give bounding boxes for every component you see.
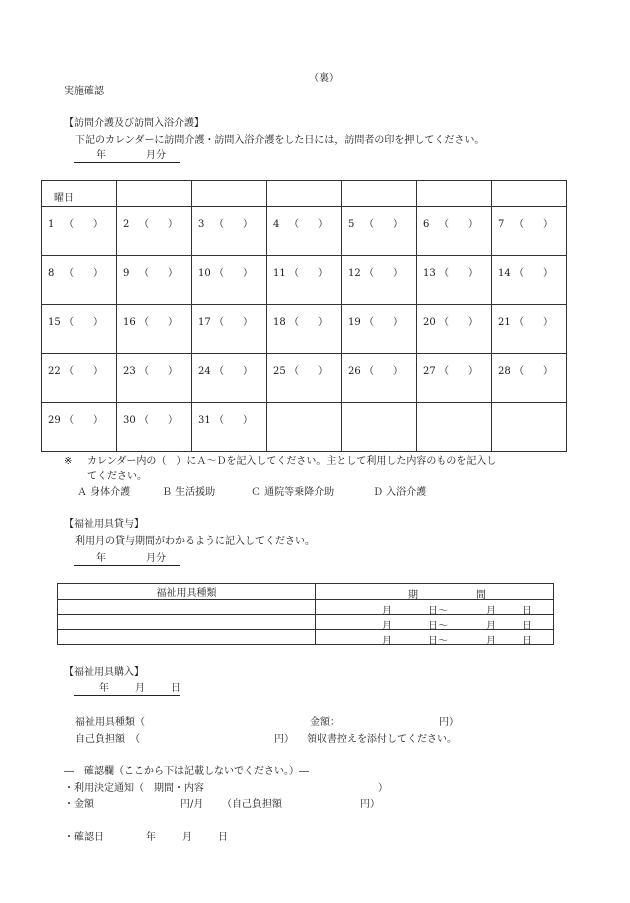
- purchase-receipt-note: 領収書控えを添付してください。: [307, 734, 457, 745]
- confirm-date-year: 年: [146, 832, 156, 843]
- paren-close: ）: [393, 268, 403, 279]
- note-option-a: Ａ 身体介護: [77, 487, 131, 498]
- paren-close: ）: [393, 219, 403, 230]
- calendar-day-number: 23: [123, 366, 136, 377]
- calendar-day-number: 26: [348, 366, 361, 377]
- paren-close: ）: [243, 415, 253, 426]
- day-label: 日: [171, 683, 181, 694]
- calendar-day-label: [273, 362, 328, 377]
- paren-close: ）: [93, 415, 103, 426]
- paren-open: （: [214, 219, 224, 230]
- paren-open: （: [64, 317, 74, 328]
- calendar-day-number: 21: [498, 317, 511, 328]
- paren-open: （: [364, 268, 374, 279]
- calendar-day-cell[interactable]: [117, 403, 192, 452]
- calendar-day-cell[interactable]: [417, 256, 492, 305]
- note-mark: ※: [64, 456, 73, 467]
- paren-open: （: [514, 268, 524, 279]
- period-month2-label: 月: [486, 621, 496, 632]
- page-side-label: （裏）: [309, 73, 339, 84]
- rental-period-cell[interactable]: [316, 600, 554, 615]
- calendar-day-label: [123, 411, 178, 426]
- calendar-day-number: 20: [423, 317, 436, 328]
- rental-table: [57, 583, 554, 645]
- visit-care-heading: 【訪問介護及び訪問入浴介護】: [64, 118, 204, 129]
- calendar-day-cell[interactable]: [42, 403, 117, 452]
- paren-open: （: [364, 219, 374, 230]
- calendar-day-cell[interactable]: [342, 256, 417, 305]
- calendar-empty-cell: [492, 403, 567, 452]
- calendar-day-number: 12: [348, 268, 361, 279]
- calendar-day-cell[interactable]: [117, 256, 192, 305]
- calendar-day-number: 9: [123, 268, 130, 279]
- calendar-day-label: [423, 313, 478, 328]
- calendar-day-label: [348, 215, 403, 230]
- calendar-day-cell[interactable]: [417, 354, 492, 403]
- paren-open: （: [514, 366, 524, 377]
- note-option-b: Ｂ 生活援助: [162, 487, 216, 498]
- confirm-date-month: 月: [182, 832, 192, 843]
- calendar-day-number: 4: [273, 219, 280, 230]
- calendar-day-label: [198, 411, 253, 426]
- year-label: 年: [96, 553, 106, 564]
- paren-open: （: [64, 366, 74, 377]
- weekday-header-cell: [42, 181, 117, 207]
- calendar-day-cell[interactable]: [117, 305, 192, 354]
- calendar-day-cell[interactable]: [267, 305, 342, 354]
- paren-close: ）: [393, 317, 403, 328]
- calendar-day-number: 2: [123, 219, 130, 230]
- paren-open: （: [364, 366, 374, 377]
- period-day-from-label: 日～: [428, 606, 448, 617]
- calendar-day-label: [273, 264, 328, 279]
- period-month2-label: 月: [486, 636, 496, 647]
- calendar-day-number: 25: [273, 366, 286, 377]
- period-header-1: 期: [408, 590, 418, 601]
- period-month-label: 月: [382, 621, 392, 632]
- calendar-day-cell[interactable]: [492, 354, 567, 403]
- confirm-notice-label: ・利用決定通知（ 期間・内容: [64, 783, 204, 794]
- calendar-day-number: 8: [48, 268, 55, 279]
- calendar-day-number: 15: [48, 317, 61, 328]
- calendar-day-cell[interactable]: [192, 403, 267, 452]
- period-day-from-label: 日～: [428, 621, 448, 632]
- paren-open: （: [439, 317, 449, 328]
- paren-open: （: [214, 415, 224, 426]
- period-month-label: 月: [382, 636, 392, 647]
- calendar-day-label: [423, 362, 478, 377]
- year-label: 年: [96, 150, 106, 161]
- calendar-day-number: 19: [348, 317, 361, 328]
- confirm-amount-unit: 円/月: [180, 799, 204, 810]
- paren-open: （: [139, 415, 149, 426]
- calendar-day-cell[interactable]: [42, 207, 117, 256]
- calendar-day-label: [498, 313, 553, 328]
- paren-open: （: [64, 219, 74, 230]
- calendar-day-label: [48, 411, 103, 426]
- calendar-day-cell[interactable]: [417, 207, 492, 256]
- calendar-day-label: [123, 313, 178, 328]
- paren-open: （: [514, 317, 524, 328]
- paren-close: ）: [543, 268, 553, 279]
- paren-close: ）: [168, 366, 178, 377]
- calendar-row: [42, 354, 567, 403]
- calendar-day-label: [198, 313, 253, 328]
- paren-open: （: [214, 317, 224, 328]
- calendar-day-cell[interactable]: [117, 207, 192, 256]
- paren-close: ）: [468, 219, 478, 230]
- paren-close: ）: [543, 317, 553, 328]
- calendar-day-cell[interactable]: [192, 354, 267, 403]
- calendar-day-label: [348, 362, 403, 377]
- calendar-day-cell[interactable]: [192, 305, 267, 354]
- paren-close: ）: [93, 219, 103, 230]
- calendar-day-cell[interactable]: [417, 305, 492, 354]
- paren-close: ）: [468, 366, 478, 377]
- calendar-day-number: 6: [423, 219, 430, 230]
- calendar-day-cell[interactable]: [192, 207, 267, 256]
- paren-open: （: [439, 219, 449, 230]
- calendar-day-number: 22: [48, 366, 61, 377]
- period-day-to-label: 日: [522, 636, 532, 647]
- paren-close: ）: [318, 317, 328, 328]
- calendar-day-label: [423, 264, 478, 279]
- calendar-day-number: 16: [123, 317, 136, 328]
- paren-open: （: [214, 366, 224, 377]
- calendar-day-cell[interactable]: [342, 207, 417, 256]
- calendar-day-label: [348, 264, 403, 279]
- visit-care-date-line[interactable]: [74, 151, 180, 163]
- weekday-cell[interactable]: [192, 181, 267, 207]
- paren-close: ）: [318, 219, 328, 230]
- paren-close: ）: [243, 317, 253, 328]
- month-label: 月分: [146, 150, 166, 161]
- calendar-day-cell[interactable]: [492, 256, 567, 305]
- note-option-c: Ｃ 通院等乗降介助: [251, 487, 335, 498]
- calendar-day-label: [48, 264, 103, 279]
- calendar-day-cell[interactable]: [267, 207, 342, 256]
- period-day-to-label: 日: [522, 606, 532, 617]
- paren-open: （: [439, 366, 449, 377]
- calendar-day-label: [498, 215, 553, 230]
- paren-close: ）: [168, 415, 178, 426]
- rental-date-line[interactable]: [74, 554, 180, 566]
- calendar-day-number: 7: [498, 219, 505, 230]
- calendar-empty-cell: [267, 403, 342, 452]
- calendar-day-number: 11: [273, 268, 286, 279]
- confirm-notice-close: ）: [378, 783, 388, 794]
- calendar-day-cell[interactable]: [192, 256, 267, 305]
- note-line-1: カレンダー内の（ ）にＡ～Ｄを記入してください。主として利用した内容のものを記入し: [87, 456, 497, 467]
- confirm-heading: ― 確認欄（ここから下は記載しないでください。）―: [64, 766, 309, 777]
- month-label: 月分: [146, 553, 166, 564]
- visit-care-instruction: 下記のカレンダーに訪問介護・訪問入浴介護をした日には，訪問者の印を押してください。: [75, 135, 485, 146]
- paren-open: （: [289, 366, 299, 377]
- purchase-amount-unit: 円）: [439, 717, 459, 728]
- calendar-day-number: 24: [198, 366, 211, 377]
- paren-close: ）: [243, 366, 253, 377]
- rental-instruction: 利用月の貸与期間がわかるように記入してください。: [75, 536, 315, 547]
- period-day-from-label: 日～: [428, 636, 448, 647]
- paren-close: ）: [93, 317, 103, 328]
- year-label: 年: [99, 683, 109, 694]
- paren-close: ）: [168, 219, 178, 230]
- period-month2-label: 月: [486, 606, 496, 617]
- rental-row: [58, 630, 554, 645]
- paren-close: ）: [468, 268, 478, 279]
- paren-open: （: [139, 317, 149, 328]
- calendar-day-number: 10: [198, 268, 211, 279]
- confirm-self-pay-label: （自己負担額: [222, 799, 282, 810]
- calendar-day-number: 28: [498, 366, 511, 377]
- calendar-day-label: [498, 362, 553, 377]
- period-day-to-label: 日: [522, 621, 532, 632]
- section-title: 実施確認: [64, 86, 104, 97]
- rental-period-cell[interactable]: [316, 615, 554, 630]
- calendar-day-cell[interactable]: [342, 354, 417, 403]
- calendar-day-number: 13: [423, 268, 436, 279]
- paren-close: ）: [93, 268, 103, 279]
- calendar-day-label: [273, 215, 328, 230]
- calendar-empty-cell: [342, 403, 417, 452]
- confirm-self-pay-unit: 円）: [360, 799, 380, 810]
- paren-open: （: [514, 219, 524, 230]
- purchase-date-line[interactable]: [74, 684, 180, 696]
- paren-open: （: [139, 268, 149, 279]
- calendar-day-label: [123, 215, 178, 230]
- paren-close: ）: [468, 317, 478, 328]
- paren-open: （: [64, 415, 74, 426]
- purchase-self-pay-label: 自己負担額 （: [75, 734, 140, 745]
- calendar-day-cell[interactable]: [267, 256, 342, 305]
- weekday-cell[interactable]: [492, 181, 567, 207]
- confirm-date-label: ・確認日: [64, 832, 104, 843]
- calendar-day-number: 27: [423, 366, 436, 377]
- rental-type-header: 福祉用具種類: [58, 584, 316, 600]
- calendar-day-number: 1: [48, 219, 55, 230]
- calendar-day-label: [198, 264, 253, 279]
- period-month-label: 月: [382, 606, 392, 617]
- paren-close: ）: [393, 366, 403, 377]
- weekday-cell[interactable]: [417, 181, 492, 207]
- calendar-day-label: [123, 362, 178, 377]
- note-line-2: てください。: [87, 471, 147, 482]
- calendar-day-cell[interactable]: [267, 354, 342, 403]
- calendar-day-label: [48, 313, 103, 328]
- paren-close: ）: [318, 268, 328, 279]
- visit-calendar: [41, 180, 567, 452]
- rental-period-cell[interactable]: [316, 630, 554, 645]
- calendar-row: [42, 305, 567, 354]
- paren-open: （: [289, 317, 299, 328]
- calendar-row: [42, 403, 567, 452]
- calendar-day-cell[interactable]: [42, 354, 117, 403]
- rental-type-cell[interactable]: [58, 600, 316, 615]
- calendar-day-label: [123, 264, 178, 279]
- paren-close: ）: [243, 268, 253, 279]
- calendar-day-label: [48, 362, 103, 377]
- calendar-day-label: [348, 313, 403, 328]
- weekday-cell[interactable]: [267, 181, 342, 207]
- rental-row: [58, 615, 554, 630]
- paren-close: ）: [543, 219, 553, 230]
- confirm-amount-label: ・金額: [64, 799, 94, 810]
- paren-close: ）: [543, 366, 553, 377]
- calendar-day-cell[interactable]: [342, 305, 417, 354]
- paren-close: ）: [93, 366, 103, 377]
- calendar-day-label: [48, 215, 103, 230]
- paren-open: （: [289, 268, 299, 279]
- weekday-header-label: 曜日: [54, 193, 74, 204]
- purchase-type-label: 福祉用具種類（: [75, 717, 145, 728]
- calendar-day-number: 17: [198, 317, 211, 328]
- calendar-day-number: 31: [198, 415, 211, 426]
- calendar-empty-cell: [417, 403, 492, 452]
- period-header-2: 間: [476, 590, 486, 601]
- paren-close: ）: [168, 317, 178, 328]
- calendar-day-cell[interactable]: [492, 305, 567, 354]
- rental-type-cell[interactable]: [58, 615, 316, 630]
- paren-close: ）: [168, 268, 178, 279]
- purchase-self-pay-unit: 円）: [274, 734, 294, 745]
- paren-open: （: [64, 268, 74, 279]
- weekday-cell[interactable]: [342, 181, 417, 207]
- calendar-day-cell[interactable]: [117, 354, 192, 403]
- calendar-row: [42, 207, 567, 256]
- calendar-day-label: [498, 264, 553, 279]
- rental-type-cell[interactable]: [58, 630, 316, 645]
- calendar-row: [42, 256, 567, 305]
- paren-open: （: [139, 219, 149, 230]
- rental-row: [58, 600, 554, 615]
- paren-open: （: [214, 268, 224, 279]
- calendar-day-number: 14: [498, 268, 511, 279]
- calendar-day-label: [198, 215, 253, 230]
- paren-open: （: [439, 268, 449, 279]
- weekday-cell[interactable]: [117, 181, 192, 207]
- calendar-day-number: 30: [123, 415, 136, 426]
- calendar-day-cell[interactable]: [42, 305, 117, 354]
- purchase-heading: 【福祉用具購入】: [64, 667, 144, 678]
- calendar-day-label: [198, 362, 253, 377]
- rental-period-header: [316, 584, 554, 600]
- paren-close: ）: [318, 366, 328, 377]
- calendar-day-cell[interactable]: [492, 207, 567, 256]
- calendar-day-cell[interactable]: [42, 256, 117, 305]
- month-label: 月: [135, 683, 145, 694]
- paren-open: （: [364, 317, 374, 328]
- calendar-day-number: 3: [198, 219, 205, 230]
- rental-heading: 【福祉用具貸与】: [64, 519, 144, 530]
- calendar-day-label: [423, 215, 478, 230]
- paren-open: （: [289, 219, 299, 230]
- note-option-d: Ｄ 入浴介護: [373, 487, 427, 498]
- calendar-day-number: 29: [48, 415, 61, 426]
- purchase-amount-label: 金額：: [310, 717, 340, 728]
- calendar-day-number: 18: [273, 317, 286, 328]
- paren-close: ）: [243, 219, 253, 230]
- calendar-day-label: [273, 313, 328, 328]
- confirm-date-day: 日: [218, 832, 228, 843]
- calendar-day-number: 5: [348, 219, 355, 230]
- paren-open: （: [139, 366, 149, 377]
